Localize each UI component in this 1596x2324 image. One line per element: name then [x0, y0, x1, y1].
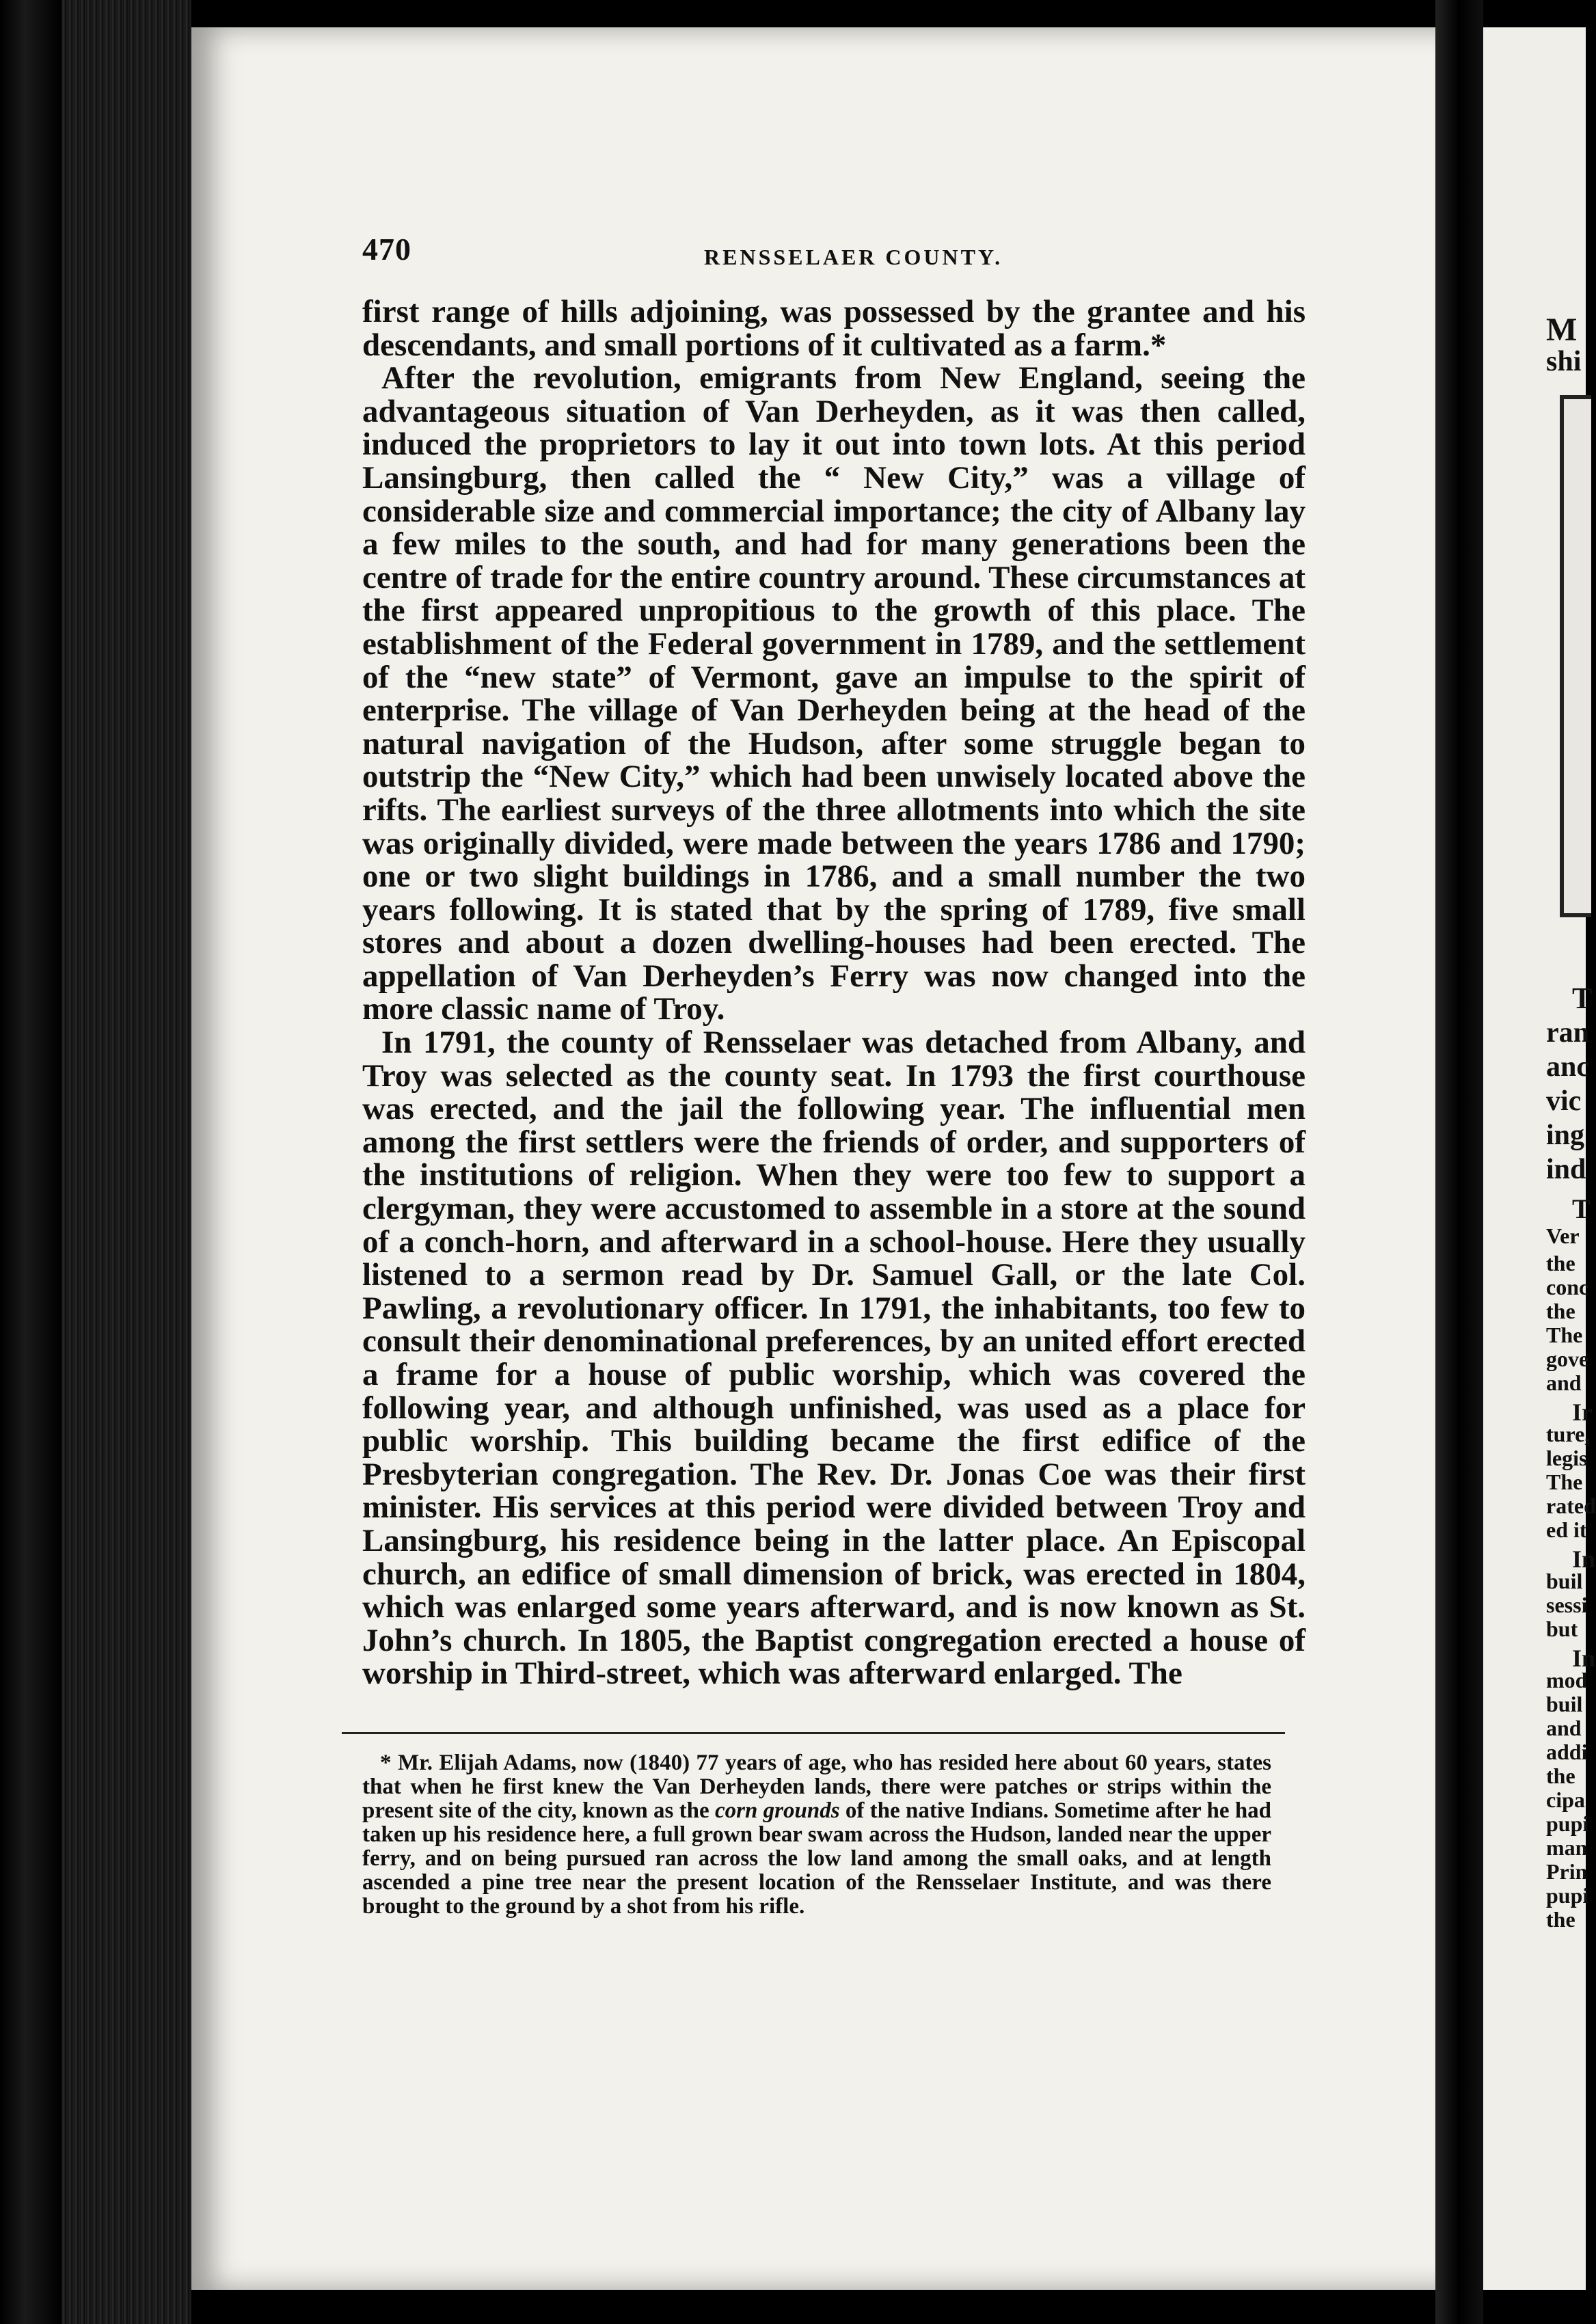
book-binding [0, 0, 62, 2324]
facing-page-line: Ver [1546, 1224, 1580, 1248]
running-head: RENSSELAER COUNTY. [704, 245, 1003, 269]
facing-page-line: the [1546, 1251, 1575, 1275]
facing-page-line: but [1546, 1617, 1578, 1641]
book-gutter [1435, 0, 1483, 2324]
facing-page-illustration [1560, 395, 1591, 917]
facing-page-line: buil [1546, 1569, 1583, 1593]
facing-page-line: and [1546, 1716, 1582, 1740]
facing-page-line: rated [1546, 1494, 1596, 1518]
facing-page-line: sessi [1546, 1593, 1588, 1617]
facing-page-line: T [1572, 1193, 1591, 1224]
facing-page-line: The [1546, 1470, 1583, 1494]
footnote-marker: * [380, 1751, 392, 1775]
footnote [362, 1751, 1271, 1919]
facing-page-line: ed it [1546, 1517, 1587, 1542]
facing-page-line: pupi [1546, 1811, 1589, 1836]
paragraph: After the revolution, emigrants from New England, seeing the advantageous situation of Van Derheyden, as it was then called, induced the proprietors to lay it out into town lots. At this period Lansingburg, then called the “ New City,” was a village of considerable size and commercial importance; the city of Albany lay a few miles to the south, and had for many generations been the centre of trade for the entire country around. These circumstances at the first appeared unpropitious to the growth of this place. The establishment of the Federal government in 1789, and the settlement of the “new state” of Vermont, gave an impulse to the spirit of enterprise. The village of Van Derheyden being at the head of the natural navigation of the Hudson, after some struggle began to outstrip the “New City,” which had been unwisely located above the rifts. The earliest surveys of the three allotments into which the site was originally divided, were made between the years 1786 and 1790; one or two slight buildings in 1786, and a small number the two years following. It is stated that by the spring of 1789, five small stores and about a dozen dwelling-houses had been erected. The appellation of Van Derheyden’s Ferry was now changed into the more classic name of Troy. [362, 360, 1306, 1027]
facing-page-line: Prin [1546, 1859, 1588, 1884]
facing-page-line: the [1546, 1764, 1575, 1788]
facing-page-line: ing [1546, 1120, 1585, 1151]
facing-page-line: mod [1546, 1668, 1588, 1692]
facing-page-line: ture, [1546, 1422, 1591, 1446]
facing-page-line: vic [1546, 1085, 1582, 1117]
facing-page-line: man [1546, 1835, 1588, 1860]
paragraph: first range of hills adjoining, was possessed by the grantee and his descendants, and small portions of it cultivated as a farm.* [362, 294, 1306, 363]
facing-page-line: Ir [1572, 1399, 1593, 1426]
body-text [362, 295, 1306, 1690]
facing-page-line: anc [1546, 1051, 1589, 1083]
facing-page-line: the [1546, 1907, 1575, 1932]
facing-page-line: and [1546, 1370, 1582, 1395]
facing-page-line: buil [1546, 1692, 1583, 1716]
paragraph: In 1791, the county of Rensselaer was detached from Albany, and Troy was selected as the county seat. In 1793 the first courthouse was erected, and the jail the following year. The influential men among the first settlers were the friends of order, and supporters of the institutions of religion. When they were too few to support a clergyman, they were accustomed to assemble in a store at the sound of a conch-horn, and afterward in a school-house. Here they usually listened to a sermon read by Dr. Samuel Gall, or the late Col. Pawling, a revolutionary officer. In 1791, the inhabitants, too few to consult their denominational preferences, by an united effort erected a frame for a house of public worship, which was covered the following year, and although unfinished, was used as a place for public worship. This building became the first edifice of the Presbyterian congregation. The Rev. Dr. Jonas Coe was their first minister. His services at this period were divided between Troy and Lansingburg, his residence being in the latter place. An Episcopal church, an edifice of small dimension of brick, was erected in 1804, which was enlarged some years afterward, and is now known as St. John’s church. In 1805, the Baptist congregation erected a house of worship in Third-street, which was afterward enlarged. The [362, 1025, 1306, 1692]
facing-page-line: T [1572, 982, 1593, 1015]
footnote-text: Mr. Elijah Adams, now (1840) 77 years of age, who has resided here about 60 years, states that when he first knew the Van Derheyden lands, there were patches or strips within the present site of the city, known as the [362, 1751, 1271, 1823]
facing-page-line: ran [1546, 1017, 1589, 1049]
page-number: 470 [362, 232, 411, 267]
facing-page-line: The [1546, 1323, 1583, 1347]
facing-page-line: In [1572, 1645, 1596, 1672]
facing-page-line: In [1572, 1545, 1596, 1573]
footnote-text-end: of the native Indians. Sometime after he had taken up his residence here, a full grown bear swam across the Hudson, landed near the upper ferry, and on being pursued ran across the low land among the small oaks, and at length ascended a pine tree near the present location of the Rensselaer Institute, and was there brought to the ground by a shot from his rifle. [362, 1798, 1272, 1919]
footnote-emphasis: corn grounds [715, 1798, 840, 1823]
footnote-rule [342, 1732, 1285, 1734]
facing-page-line: pupi [1546, 1883, 1589, 1908]
facing-page-subhead: shi [1546, 346, 1582, 377]
facing-page-line: legis [1546, 1446, 1588, 1470]
facing-page-line: the [1546, 1299, 1575, 1323]
facing-page-line: ind [1546, 1154, 1586, 1185]
facing-page-line: cipa [1546, 1787, 1585, 1812]
facing-page-line: conc [1546, 1275, 1589, 1299]
facing-page-head: M [1546, 312, 1578, 348]
page-edges [62, 0, 191, 2324]
facing-page-line: addi [1546, 1740, 1588, 1764]
facing-page-line: gove [1546, 1347, 1589, 1371]
